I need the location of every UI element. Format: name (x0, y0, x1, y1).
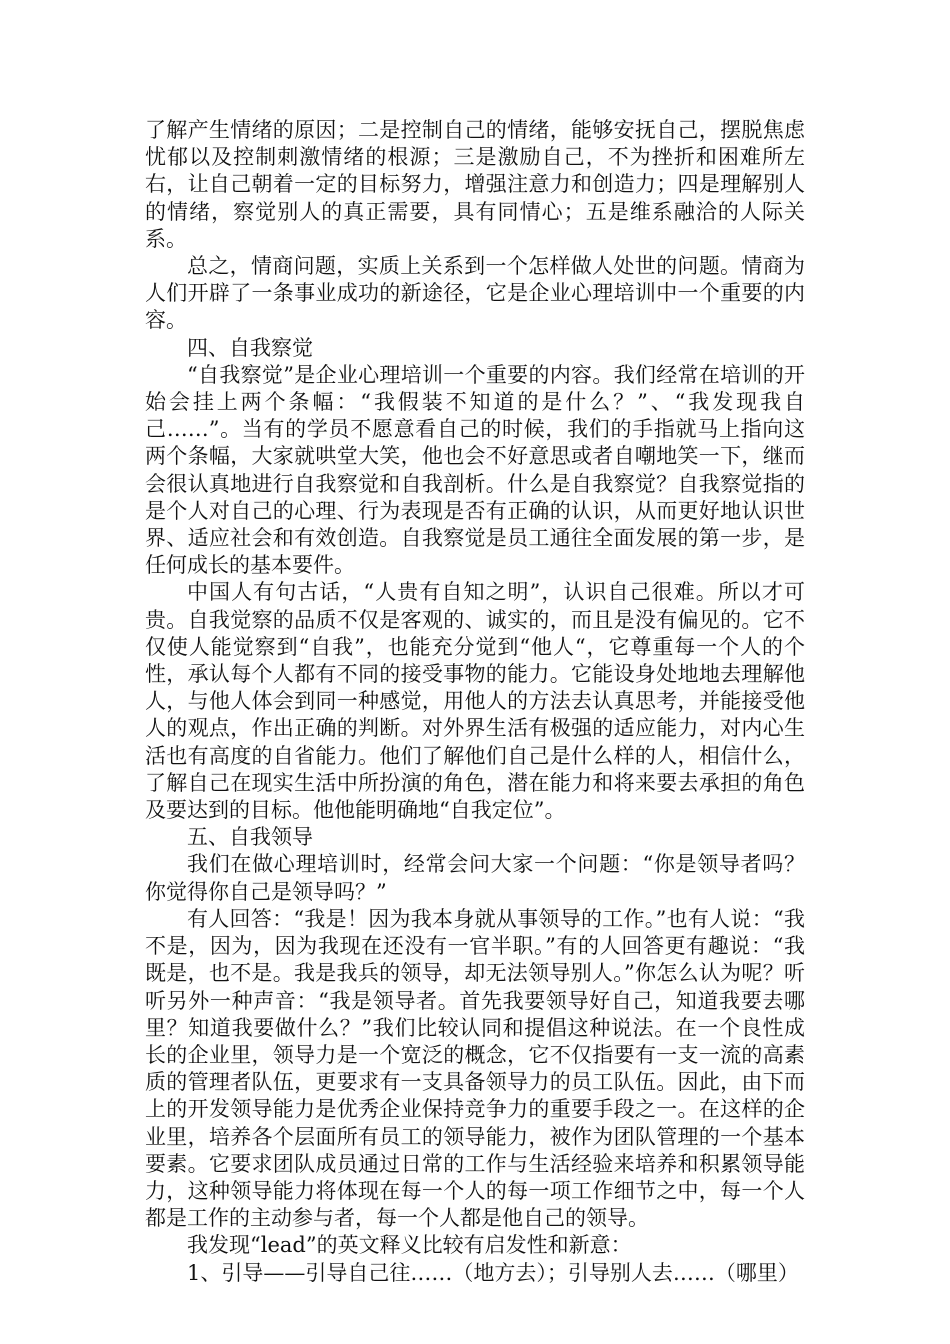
document-page (145, 117, 805, 1287)
paragraph-leadership-question: 我们在做心理培训时，经常会问大家一个问题：“你是领导者吗？你觉得你自己是领导吗？” (145, 852, 805, 904)
paragraph-emotion-list: 了解产生情绪的原因；二是控制自己的情绪，能够安抚自己，摆脱焦虑忧郁以及控制刺激情绪的根源；三是激励自己，不为挫折和困难所左右，让自己朝着一定的目标努力，增强注意力和创造力；四是理解别人的情绪，察觉别人的真正需要，具有同情心；五是维系融洽的人际关系。 (145, 118, 805, 251)
section-heading-self-leadership: 五、自我领导 (187, 825, 313, 850)
paragraph-summary: 总之，情商问题，实质上关系到一个怎样做人处世的问题。情商为人们开辟了一条事业成功的新途径，它是企业心理培训中一个重要的内容。 (145, 254, 805, 333)
section-heading-self-awareness: 四、自我察觉 (187, 335, 313, 360)
paragraph-leadership-answers: 有人回答：“我是！因为我本身就从事领导的工作。”也有人说：“我不是，因为，因为我现在还没有一官半职。”有的人回答更有趣说：“我既是，也不是。我是我兵的领导，却无法领导别人。”你怎么认为呢？听听另外一种声音：“我是领导者。首先我要领导好自己，知道我要去哪里？知道我要做什么？”我们比较认同和提倡这种说法。在一个良性成长的企业里，领导力是一个宽泛的概念，它不仅指要有一支一流的高素质的管理者队伍，更要求有一支具备领导力的员工队伍。因此，由下而上的开发领导能力是优秀企业保持竞争力的重要手段之一。在这样的企业里，培养各个层面所有员工的领导能力，被作为团队管理的一个基本要素。它要求团队成员通过日常的工作与生活经验来培养和积累领导能力，这种领导能力将体现在每一个人的每一项工作细节之中，每一个人都是工作的主动参与者，每一个人都是他自己的领导。 (145, 906, 805, 1231)
paragraph-lead-definition: 我发现“lead”的英文释义比较有启发性和新意： (187, 1233, 632, 1258)
list-item-guide: 1、引导——引导自己往……（地方去）；引导别人去……（哪里） (187, 1260, 799, 1285)
paragraph-self-knowledge: 中国人有句古话，“人贵有自知之明”，认识自己很难。所以才可贵。自我觉察的品质不仅是客观的、诚实的，而且是没有偏见的。它不仅使人能觉察到“自我”，也能充分觉到“他人“，它尊重每一个人的个性，承认每个人都有不同的接受事物的能力。它能设身处地地去理解他人，与他人体会到同一种感觉，用他人的方法去认真思考，并能接受他人的观点，作出正确的判断。对外界生活有极强的适应能力，对内心生活也有高度的自省能力。他们了解他们自己是什么样的人，相信什么，了解自己在现实生活中所扮演的角色，潜在能力和将来要去承担的角色及要达到的目标。他他能明确地“自我定位”。 (145, 580, 805, 823)
paragraph-self-awareness-intro: “自我察觉”是企业心理培训一个重要的内容。我们经常在培训的开始会挂上两个条幅：“我假装不知道的是什么？”、“我发现我自己……”。当有的学员不愿意看自己的时候，我们的手指就马上指向这两个条幅，大家就哄堂大笑，他也会不好意思或者自嘲地笑一下，继而会很认真地进行自我察觉和自我剖析。什么是自我察觉？自我察觉指的是个人对自己的心理、行为表现是否有正确的认识，从而更好地认识世界、适应社会和有效创造。自我察觉是员工通往全面发展的第一步，是任何成长的基本要件。 (145, 362, 805, 578)
